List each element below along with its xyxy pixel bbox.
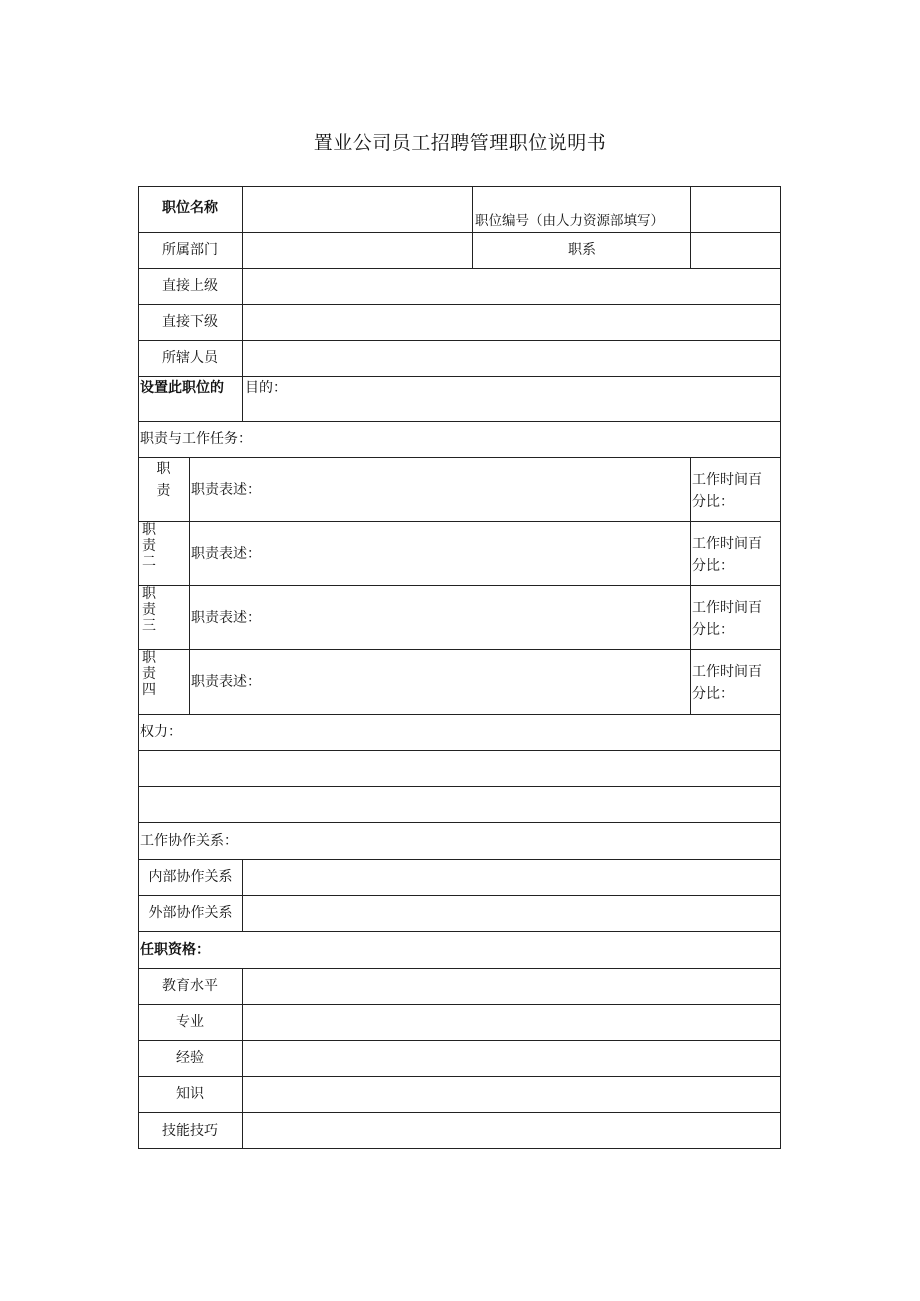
purpose-label-cont: 目的：	[245, 380, 287, 396]
knowledge-label: 知识	[176, 1086, 204, 1102]
purpose-label: 设置此职位的	[140, 380, 224, 396]
direct-superior-field[interactable]	[243, 269, 780, 304]
duty-2-desc[interactable]: 职责表述：	[191, 546, 261, 562]
duty-4-name: 职 责 四	[142, 650, 156, 698]
major-label: 专业	[176, 1014, 204, 1030]
page-title: 置业公司员工招聘管理职位说明书	[313, 132, 607, 154]
duty-1-name: 职 责	[156, 461, 171, 499]
duty-2-percent[interactable]: 工作时间百 分比：	[692, 536, 762, 574]
knowledge-field[interactable]	[243, 1077, 780, 1112]
purpose-field[interactable]	[243, 399, 780, 421]
staff-under-field[interactable]	[243, 341, 780, 376]
collaboration-label: 工作协作关系：	[140, 833, 238, 849]
direct-subordinate-label: 直接下级	[162, 314, 218, 330]
position-code-field[interactable]	[691, 187, 780, 232]
external-collab-field[interactable]	[243, 896, 780, 931]
authority-row-1[interactable]	[139, 751, 780, 786]
authority-row-2[interactable]	[139, 787, 780, 822]
department-field[interactable]	[243, 233, 472, 268]
duties-section-label: 职责与工作任务：	[140, 431, 252, 447]
experience-field[interactable]	[243, 1041, 780, 1076]
duty-3-desc[interactable]: 职责表述：	[191, 610, 261, 626]
skills-field[interactable]	[243, 1113, 780, 1148]
duty-4-percent[interactable]: 工作时间百 分比：	[692, 664, 762, 702]
staff-under-label: 所辖人员	[162, 350, 218, 366]
duty-1-percent[interactable]: 工作时间百 分比：	[692, 472, 762, 510]
direct-subordinate-field[interactable]	[243, 305, 780, 340]
job-family-label: 职系	[568, 242, 596, 258]
experience-label: 经验	[176, 1050, 204, 1066]
duty-3-name: 职 责 三	[142, 586, 156, 634]
education-field[interactable]	[243, 969, 780, 1004]
position-name-label: 职位名称	[162, 200, 218, 216]
position-code-label: 职位编号（由人力资源部填写）	[475, 213, 664, 229]
job-family-field[interactable]	[691, 233, 780, 268]
authority-label: 权力：	[140, 724, 182, 740]
qualifications-label: 任职资格：	[140, 942, 210, 958]
internal-collab-label: 内部协作关系	[148, 869, 233, 885]
external-collab-label: 外部协作关系	[148, 905, 233, 921]
education-label: 教育水平	[162, 978, 218, 994]
duty-4-desc[interactable]: 职责表述：	[191, 674, 261, 690]
department-label: 所属部门	[162, 242, 218, 258]
internal-collab-field[interactable]	[243, 860, 780, 895]
skills-label: 技能技巧	[162, 1123, 218, 1139]
major-field[interactable]	[243, 1005, 780, 1040]
duty-2-name: 职 责 二	[142, 522, 156, 570]
duty-1-desc[interactable]: 职责表述：	[191, 482, 261, 498]
duty-3-percent[interactable]: 工作时间百 分比：	[692, 600, 762, 638]
position-name-field[interactable]	[243, 187, 472, 232]
direct-superior-label: 直接上级	[162, 278, 218, 294]
